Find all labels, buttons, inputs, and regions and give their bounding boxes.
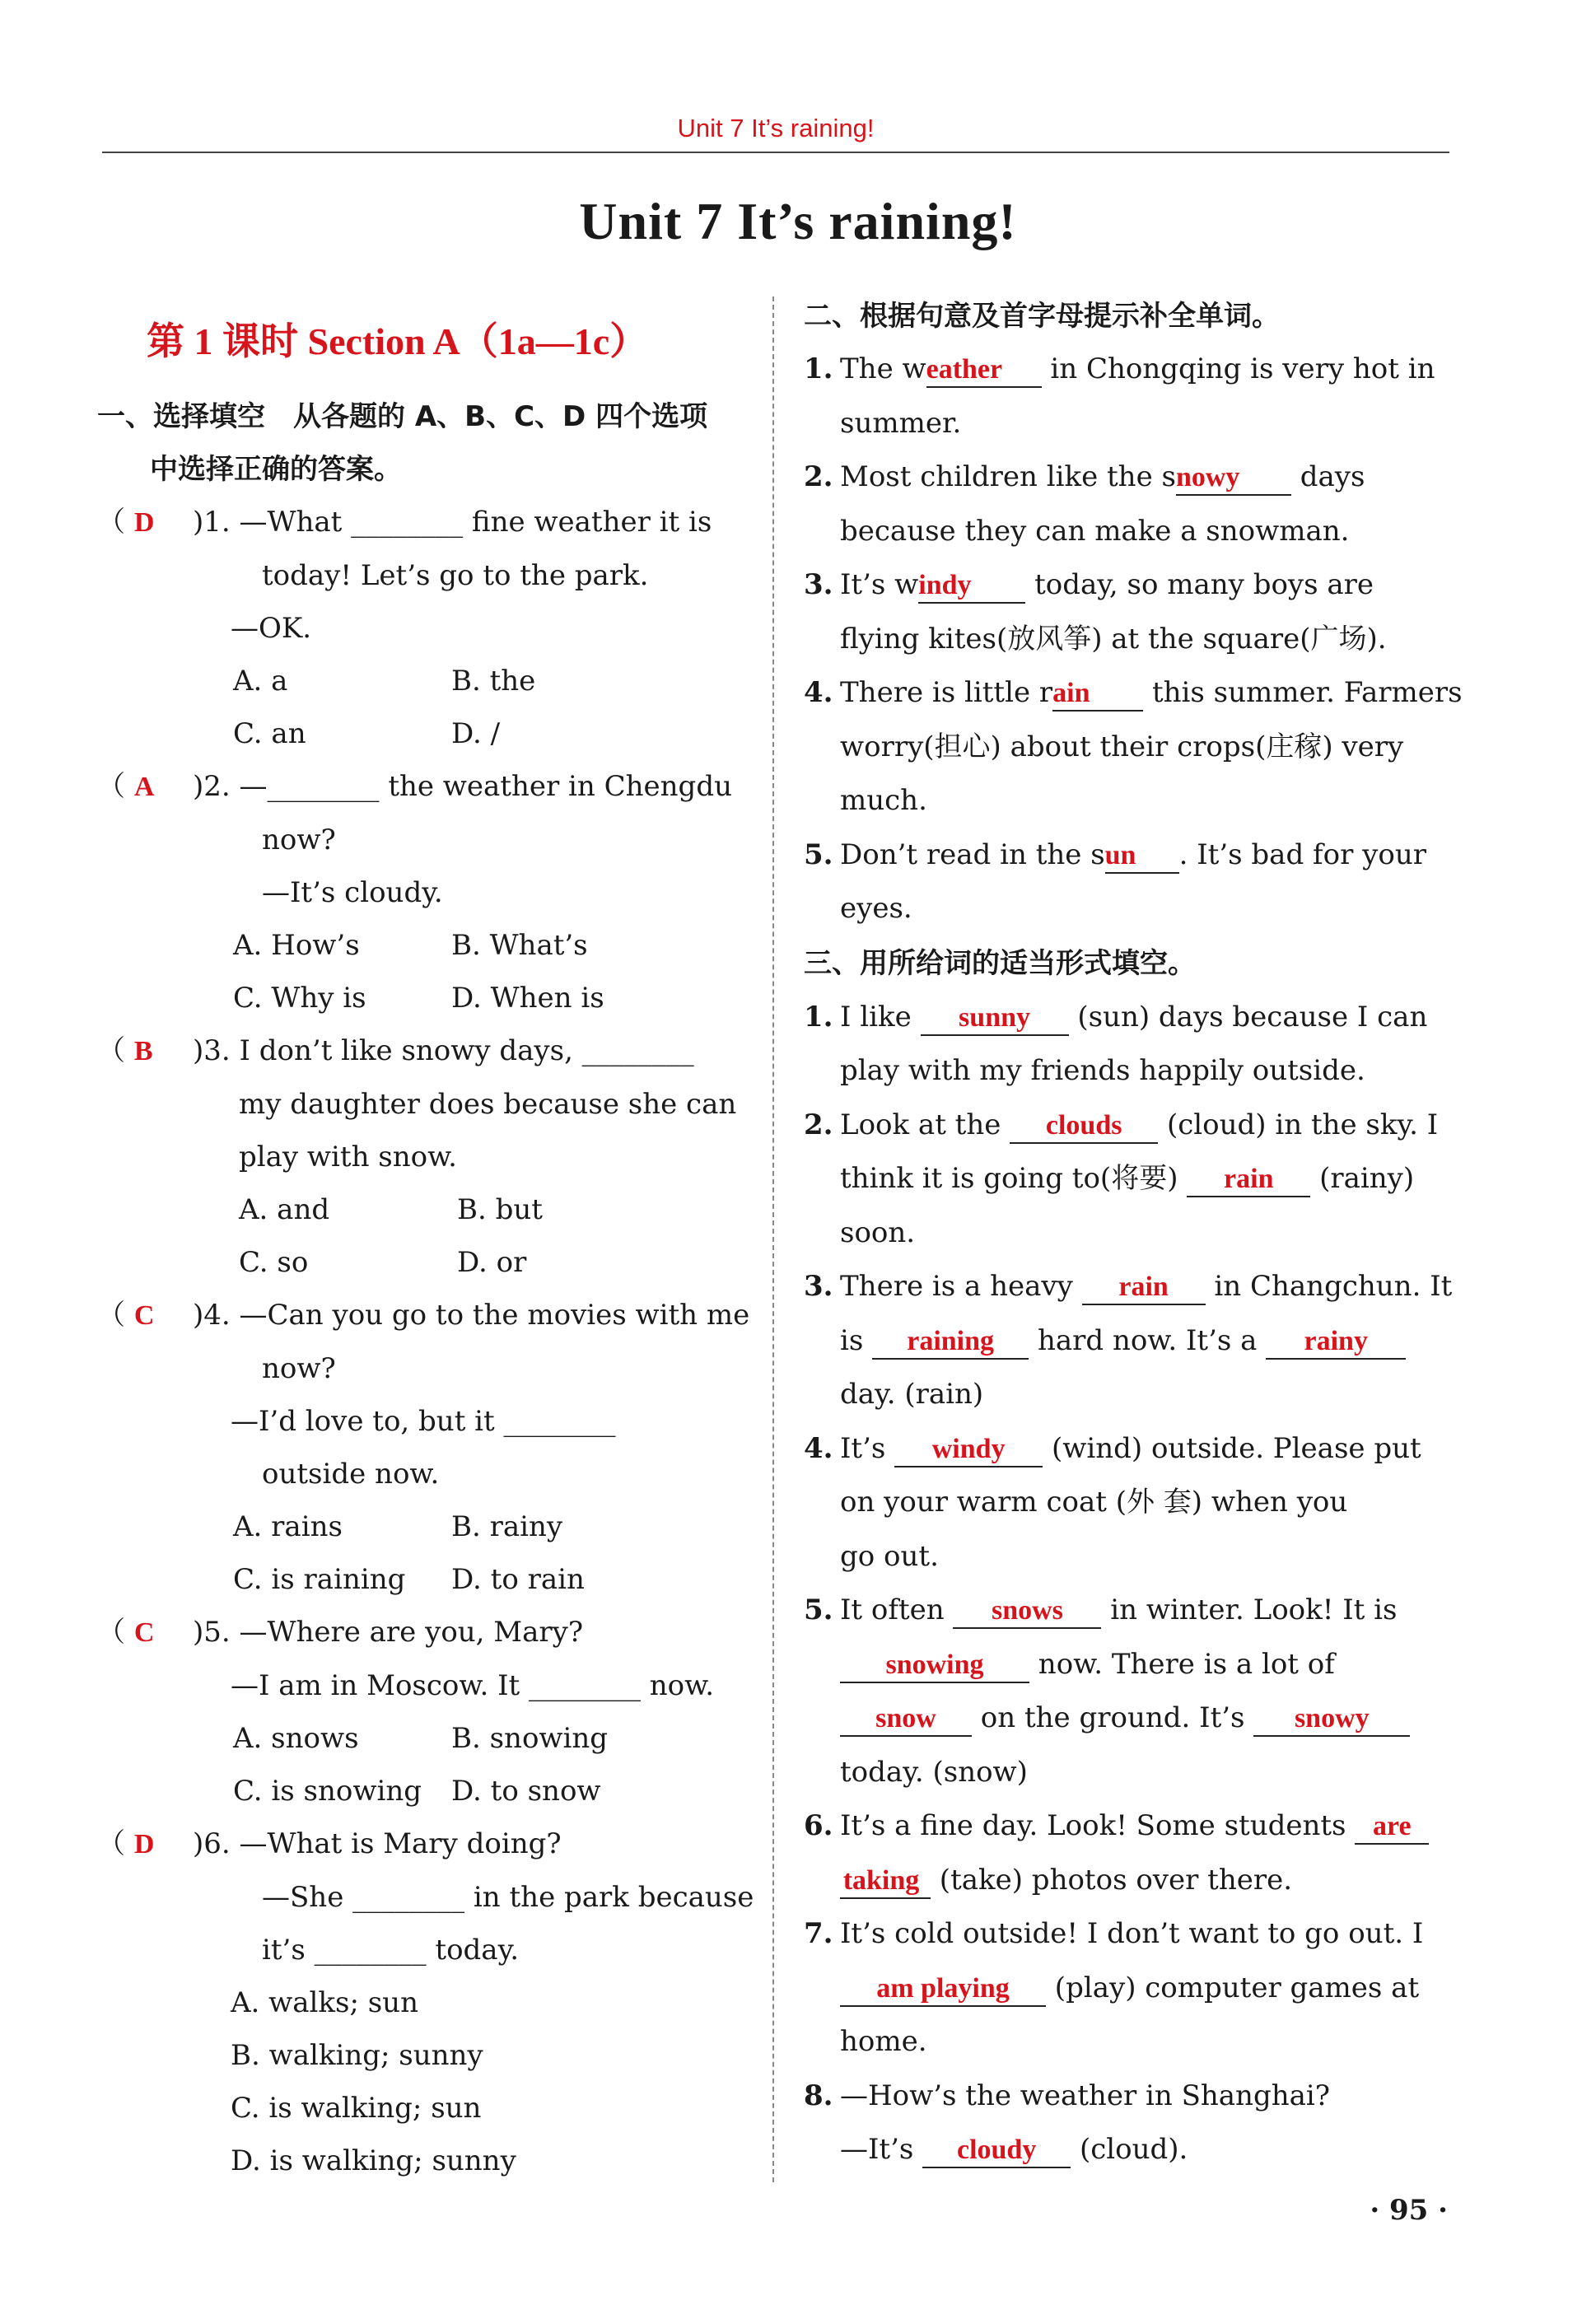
p3-answer-2a: clouds [1045,1109,1122,1141]
p3-question-7: 7. It’s cold outside! I don’t want to go out. I [804,1917,1424,1950]
p3-answer-3b: raining [907,1325,995,1356]
answer-3: B [133,1036,153,1066]
p3-question-8: 8. —How’s the weather in Shanghai? [804,2079,1330,2112]
option-6b: B. walking; sunny [231,2039,483,2072]
option-6a: A. walks; sun [231,1986,418,2019]
p3-answer-4: windy [931,1433,1006,1464]
p3-answer-3a: rain [1118,1271,1169,1302]
p3-answer-6a: are [1373,1811,1412,1841]
p2-question-1: 1. The weather in Chongqing is very hot in [804,343,1454,397]
part1-heading: 一、选择填空 从各题的 A、B、C、D 四个选项 中选择正确的答案。 [97,400,708,486]
p2-question-4: 4. There is little rain this summer. Farmers [804,666,1454,721]
right-column: 二、根据句意及首字母提示补全单词。 1. The weather in Chongqing is very hot in summer. 2. Most children like the snowy days because they can make a snowman. 3. It’s windy today, so many boys are flying kites(放风筝) at the square(广场). 4. There is little rain this summer. Farmers worry(担心) about their crops(庄稼) very much. 5. Don’t read in the sun . It’s bad for your eyes. 三、用所给词的适当形式填空。 1. I like sunny (sun) days because I can play with my friends happily outside. 2. Look at the clouds (cloud) in the sky. I think it is going to(将要) rain (rainy) soon. 3. There is a heavy rain in Changchun. It is raining hard now. It’s a rainy day. (rain) 4. It’s windy (wind) outside. Please put on your warm coat (外 套) when you go out. 5. It often snows in winter. Look! It is snowing now. There is a lot of snow on the ground. It’s snowy today. (snow) 6. It’s a fine day. Look! Some students are taking (take) photos over there. 7. It’s cold outside! I don’t want to go out. I am playing (play) computer games at home. 8. —How’s the weather in Shanghai? —It’s cloudy (cloud). [804,290,1454,2177]
options-1: A. a B. the [233,665,536,698]
p3-answer-5d: snowy [1294,1703,1370,1733]
p2-answer-3: indy [918,570,972,600]
p2-answer-2: nowy [1175,462,1240,492]
p2-answer-5: un [1104,839,1136,870]
question-1: （ D )1. —What ________ fine weather it is [97,506,712,539]
question-6: （ D )6. —What is Mary doing? [97,1827,562,1860]
answer-6: D [133,1829,155,1859]
running-header: Unit 7 It’s raining! [102,109,1449,153]
p3-answer-3c: rainy [1304,1325,1368,1356]
answer-2: A [133,772,155,802]
part2-heading: 二、根据句意及首字母提示补全单词。 [804,300,1280,333]
question-2: （ A )2. —________ the weather in Chengdu [97,770,732,803]
part3-heading: 三、用所给词的适当形式填空。 [804,946,1196,980]
p3-question-2: 2. Look at the clouds (cloud) in the sky. I [804,1099,1454,1153]
option-6c: C. is walking; sun [231,2092,482,2125]
answer-1: D [133,507,155,538]
p2-question-3: 3. It’s windy today, so many boys are [804,558,1454,613]
page-number: · 95 · [1370,2194,1448,2227]
p3-answer-5a: snows [991,1595,1063,1626]
p3-answer-5c: snow [875,1703,936,1733]
p3-answer-2b: rain [1224,1164,1274,1194]
p3-question-1: 1. I like sunny (sun) days because I can [804,991,1454,1045]
p3-answer-5b: snowing [885,1649,984,1680]
answer-4: C [133,1300,155,1331]
question-3: （ B )3. I don’t like snowy days, ________ [97,1034,694,1067]
p3-question-4: 4. It’s windy (wind) outside. Please put [804,1422,1454,1477]
options-4: A. rains B. rainy [233,1510,563,1543]
p3-answer-6b: taking [842,1864,920,1896]
column-divider [772,296,774,2182]
option-6d: D. is walking; sunny [231,2144,516,2177]
answer-5: C [133,1617,155,1648]
options-3: A. and B. but [239,1193,543,1226]
options-5: A. snows B. snowing [233,1722,609,1755]
options-2: A. How’s B. What’s [233,929,588,962]
p2-answer-1: eather [926,354,1003,385]
p3-answer-1: sunny [959,1001,1031,1033]
p3-answer-7: am playing [876,1972,1010,2004]
p3-question-3: 3. There is a heavy rain in Changchun. It [804,1260,1454,1314]
left-column: 第 1 课时 Section A（1a—1c） 一、选择填空 从各题的 A、B、C、D 四个选项 中选择正确的答案。 （ D )1. —What ________ fine weather it is today! Let’s go to the park. —OK. A. a B. the C. an D. / （ A )2. —________ the weather in Chengdu now? —It’s cloudy. A. How’s B. What’s C. Why is D. When is （ B )3. I don’t like snowy days, ________ my daughter does because she can play with snow. A. and B. but C. so D. or （ C )4. —Can you go to the movies with me now? —I’d love to, but it ________ outside now. A. rains B. rainy C. is raining D. to rain （ C )5. —Where are you, Mary? —I am in Moscow. It ________ now. A. snows B. snowing C. is snowing D. to snow （ D )6. —What is Mary doing? —She ________ in the park because it’s ________ today. A. walks; sun B. walking; sunny C. is walking; sun D. is walking; sunny [97,296,748,2187]
p2-answer-4: ain [1052,678,1090,708]
p3-question-5: 5. It often snows in winter. Look! It is [804,1584,1454,1638]
p2-question-2: 2. Most children like the snowy days [804,450,1454,505]
lesson-title: 第 1 课时 Section A（1a—1c） [147,320,648,362]
question-4: （ C )4. —Can you go to the movies with me [97,1299,750,1332]
p3-answer-8: cloudy [956,2135,1037,2165]
question-5: （ C )5. —Where are you, Mary? [97,1616,584,1649]
p2-question-5: 5. Don’t read in the sun . It’s bad for your [804,828,1454,883]
page-title: Unit 7 It’s raining! [579,192,1017,250]
p3-question-6: 6. It’s a fine day. Look! Some students are [804,1799,1454,1854]
